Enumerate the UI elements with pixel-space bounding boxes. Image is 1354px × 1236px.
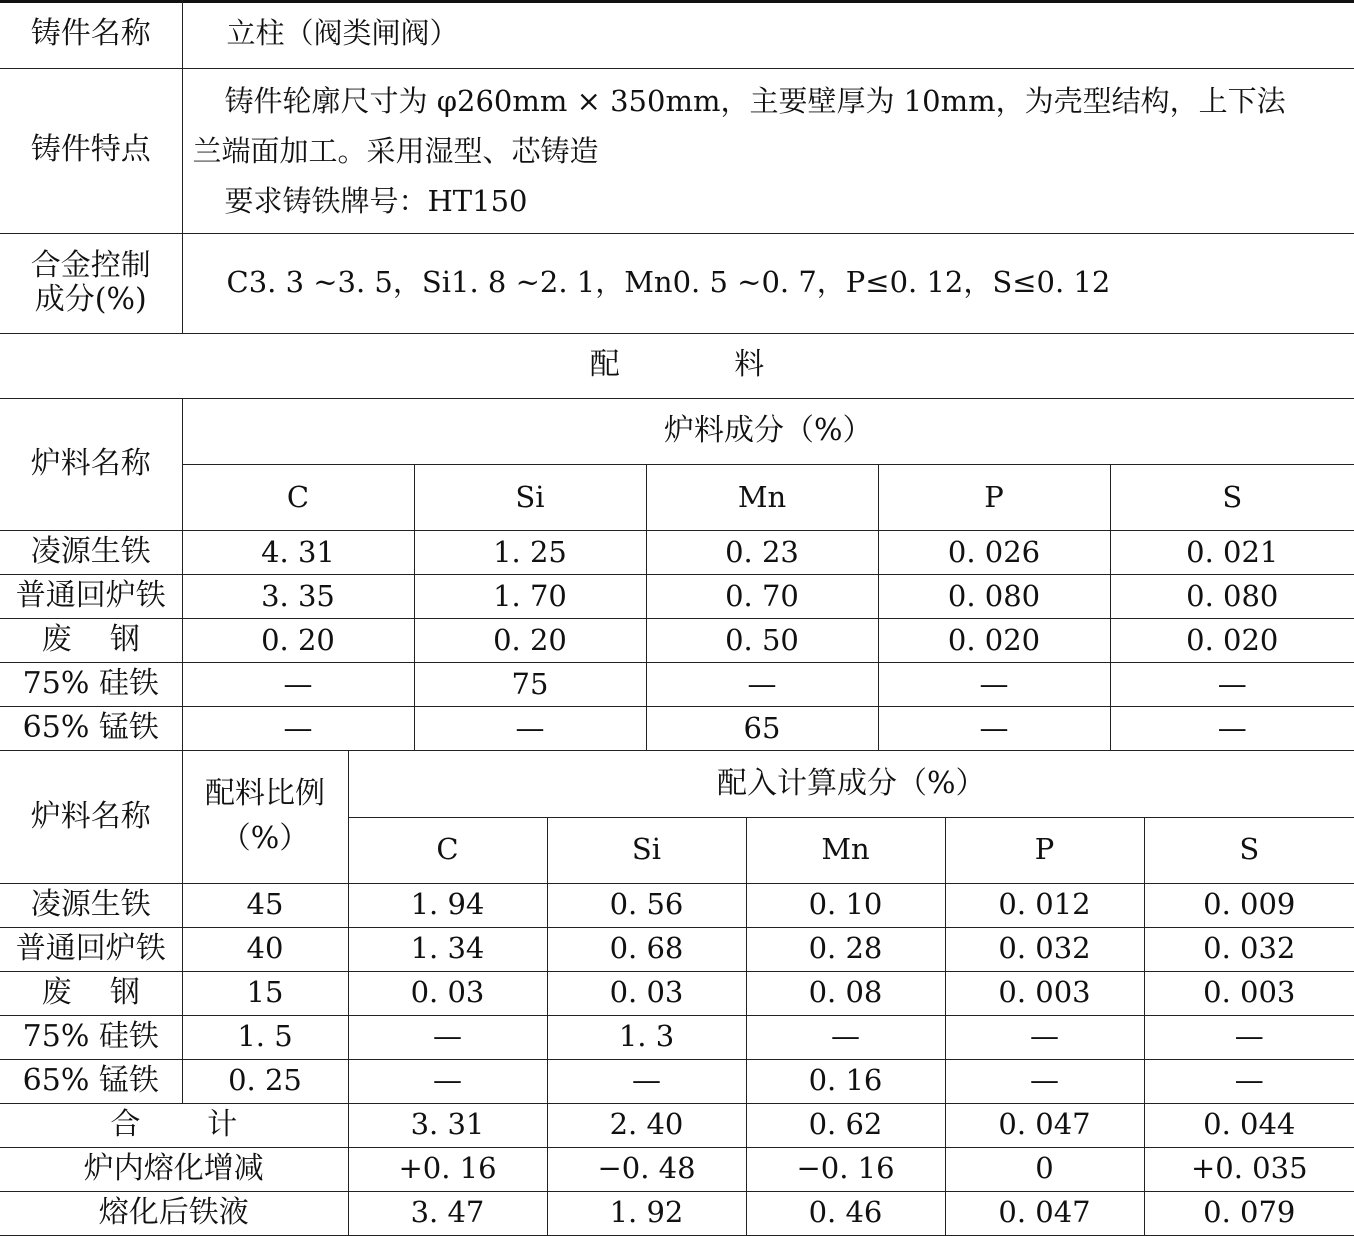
charge-cell: 0. 020 xyxy=(1110,619,1354,663)
calc-final-row xyxy=(0,1191,1354,1235)
melt-change-cell: 0 xyxy=(945,1147,1144,1191)
total-cell: 2. 40 xyxy=(547,1103,746,1147)
calc-cell: 0. 68 xyxy=(547,927,746,971)
melt-change-cell: +0. 16 xyxy=(348,1147,547,1191)
calc-ratio-cell: 1. 5 xyxy=(182,1015,348,1059)
calc-row xyxy=(0,927,1354,971)
charge-cell: 0. 080 xyxy=(1110,575,1354,619)
calc-change-row xyxy=(0,1147,1354,1191)
final-iron-cell: 3. 47 xyxy=(348,1191,547,1235)
charge-col-p: P xyxy=(878,465,1110,531)
calc-cell: 1. 94 xyxy=(348,883,547,927)
calc-cell: 1. 34 xyxy=(348,927,547,971)
calc-cell: — xyxy=(1144,1059,1354,1103)
charge-cell: — xyxy=(182,707,414,751)
calc-row-name: 凌源生铁 xyxy=(0,883,182,927)
charge-cell: — xyxy=(1110,707,1354,751)
charge-composition-header: 炉料成分（%） xyxy=(182,399,1354,465)
calc-cell: — xyxy=(547,1059,746,1103)
calc-cell: 0. 03 xyxy=(547,971,746,1015)
charge-row-name: 废 钢 xyxy=(0,619,182,663)
calc-cell: 0. 032 xyxy=(945,927,1144,971)
charge-row xyxy=(0,707,1354,751)
charge-row xyxy=(0,619,1354,663)
calc-cell: — xyxy=(945,1015,1144,1059)
calc-cell: 0. 03 xyxy=(348,971,547,1015)
charge-cell: 0. 026 xyxy=(878,531,1110,575)
charge-cell: 0. 080 xyxy=(878,575,1110,619)
calc-col-c: C xyxy=(348,817,547,883)
charge-cell: — xyxy=(414,707,646,751)
charge-cell: 75 xyxy=(414,663,646,707)
calc-total-row xyxy=(0,1103,1354,1147)
calc-cell: 0. 16 xyxy=(746,1059,945,1103)
ratio-header-line-2: （%） xyxy=(220,820,310,856)
casting-feature-label: 铸件特点 xyxy=(0,68,182,233)
melt-change-label: 炉内熔化增减 xyxy=(0,1147,348,1191)
calc-cell: 0. 08 xyxy=(746,971,945,1015)
alloy-control-label xyxy=(0,233,182,333)
calc-header-row-1 xyxy=(0,751,1354,817)
final-iron-cell: 1. 92 xyxy=(547,1191,746,1235)
charge-cell: — xyxy=(878,663,1110,707)
feature-line-2: 兰端面加工。采用湿型、芯铸造 xyxy=(192,133,599,168)
calc-col-mn: Mn xyxy=(746,817,945,883)
calc-cell: — xyxy=(746,1015,945,1059)
charge-cell: 0. 70 xyxy=(646,575,878,619)
charge-row xyxy=(0,663,1354,707)
alloy-label-line-1: 合金控制 xyxy=(30,247,151,283)
calc-cell: 0. 10 xyxy=(746,883,945,927)
info-row-alloy xyxy=(0,233,1354,333)
info-row-name xyxy=(0,0,1354,68)
charge-row-name: 普通回炉铁 xyxy=(0,575,182,619)
charge-cell: 0. 20 xyxy=(182,619,414,663)
final-iron-cell: 0. 047 xyxy=(945,1191,1144,1235)
calc-ratio-cell: 45 xyxy=(182,883,348,927)
charge-col-s: S xyxy=(1110,465,1354,531)
calc-col-p: P xyxy=(945,817,1144,883)
charge-col-c: C xyxy=(182,465,414,531)
charge-cell: 1. 25 xyxy=(414,531,646,575)
final-iron-cell: 0. 079 xyxy=(1144,1191,1354,1235)
calc-row xyxy=(0,883,1354,927)
calc-col-si: Si xyxy=(547,817,746,883)
calc-ratio-cell: 15 xyxy=(182,971,348,1015)
charge-cell: 1. 70 xyxy=(414,575,646,619)
total-cell: 3. 31 xyxy=(348,1103,547,1147)
melt-change-cell: −0. 16 xyxy=(746,1147,945,1191)
charge-cell: 0. 020 xyxy=(878,619,1110,663)
calc-cell: 0. 003 xyxy=(1144,971,1354,1015)
calc-cell: 0. 003 xyxy=(945,971,1144,1015)
charge-row-name: 凌源生铁 xyxy=(0,531,182,575)
charge-row-name: 75% 硅铁 xyxy=(0,663,182,707)
charge-cell: 3. 35 xyxy=(182,575,414,619)
melt-change-cell: −0. 48 xyxy=(547,1147,746,1191)
charge-cell: 0. 021 xyxy=(1110,531,1354,575)
calc-cell: — xyxy=(945,1059,1144,1103)
calc-ratio-cell: 0. 25 xyxy=(182,1059,348,1103)
casting-name-value: 立柱（阀类闸阀） xyxy=(182,0,1354,68)
feature-line-3: 要求铸铁牌号：HT150 xyxy=(224,183,528,218)
info-row-feature xyxy=(0,68,1354,233)
final-iron-label: 熔化后铁液 xyxy=(0,1191,348,1235)
feature-line-1: 铸件轮廓尺寸为 φ260mm × 350mm，主要壁厚为 10mm，为壳型结构，上下法 xyxy=(224,83,1286,118)
calc-row xyxy=(0,971,1354,1015)
calc-cell: 1. 3 xyxy=(547,1015,746,1059)
charge-composition-table xyxy=(0,399,1354,752)
total-cell: 0. 62 xyxy=(746,1103,945,1147)
calc-row xyxy=(0,1015,1354,1059)
calc-cell: — xyxy=(348,1059,547,1103)
calc-cell: 0. 009 xyxy=(1144,883,1354,927)
melt-change-cell: +0. 035 xyxy=(1144,1147,1354,1191)
charge-row xyxy=(0,531,1354,575)
ratio-header-line-1: 配料比例 xyxy=(205,776,325,812)
calc-cell: — xyxy=(1144,1015,1354,1059)
alloy-control-value: C3. 3 ~3. 5，Si1. 8 ~2. 1，Mn0. 5 ~0. 7，P≤0. 12，S≤0. 12 xyxy=(182,233,1354,333)
section-title: 配 料 xyxy=(0,333,1354,398)
charge-col-mn: Mn xyxy=(646,465,878,531)
charge-cell: — xyxy=(182,663,414,707)
charge-name-header: 炉料名称 xyxy=(0,399,182,531)
charge-cell: 65 xyxy=(646,707,878,751)
charge-col-si: Si xyxy=(414,465,646,531)
charge-cell: 0. 23 xyxy=(646,531,878,575)
calc-row xyxy=(0,1059,1354,1103)
calc-cell: 0. 28 xyxy=(746,927,945,971)
total-cell: 0. 044 xyxy=(1144,1103,1354,1147)
charge-cell: 0. 50 xyxy=(646,619,878,663)
casting-name-label: 铸件名称 xyxy=(0,0,182,68)
calc-cell: — xyxy=(348,1015,547,1059)
charge-cell: 0. 20 xyxy=(414,619,646,663)
alloy-label-line-2: 成分(%) xyxy=(34,282,147,317)
charge-header-row-2 xyxy=(0,465,1354,531)
charge-cell: — xyxy=(878,707,1110,751)
calc-row-name: 65% 锰铁 xyxy=(0,1059,182,1103)
calc-name-header: 炉料名称 xyxy=(0,751,182,883)
charge-cell: 4. 31 xyxy=(182,531,414,575)
calc-col-s: S xyxy=(1144,817,1354,883)
charge-cell: — xyxy=(1110,663,1354,707)
calc-composition-header: 配入计算成分（%） xyxy=(348,751,1354,817)
calc-row-name: 废 钢 xyxy=(0,971,182,1015)
total-label: 合 计 xyxy=(0,1103,348,1147)
total-cell: 0. 047 xyxy=(945,1103,1144,1147)
charge-cell: — xyxy=(646,663,878,707)
calc-row-name: 75% 硅铁 xyxy=(0,1015,182,1059)
info-table xyxy=(0,0,1354,399)
charge-header-row-1 xyxy=(0,399,1354,465)
casting-feature-text xyxy=(182,68,1354,233)
calc-cell: 0. 012 xyxy=(945,883,1144,927)
calc-cell: 0. 56 xyxy=(547,883,746,927)
calc-ratio-header xyxy=(182,751,348,883)
calc-ratio-cell: 40 xyxy=(182,927,348,971)
section-title-row xyxy=(0,333,1354,398)
final-iron-cell: 0. 46 xyxy=(746,1191,945,1235)
calc-cell: 0. 032 xyxy=(1144,927,1354,971)
charge-row xyxy=(0,575,1354,619)
calculated-composition-table xyxy=(0,751,1354,1236)
calc-row-name: 普通回炉铁 xyxy=(0,927,182,971)
charge-row-name: 65% 锰铁 xyxy=(0,707,182,751)
